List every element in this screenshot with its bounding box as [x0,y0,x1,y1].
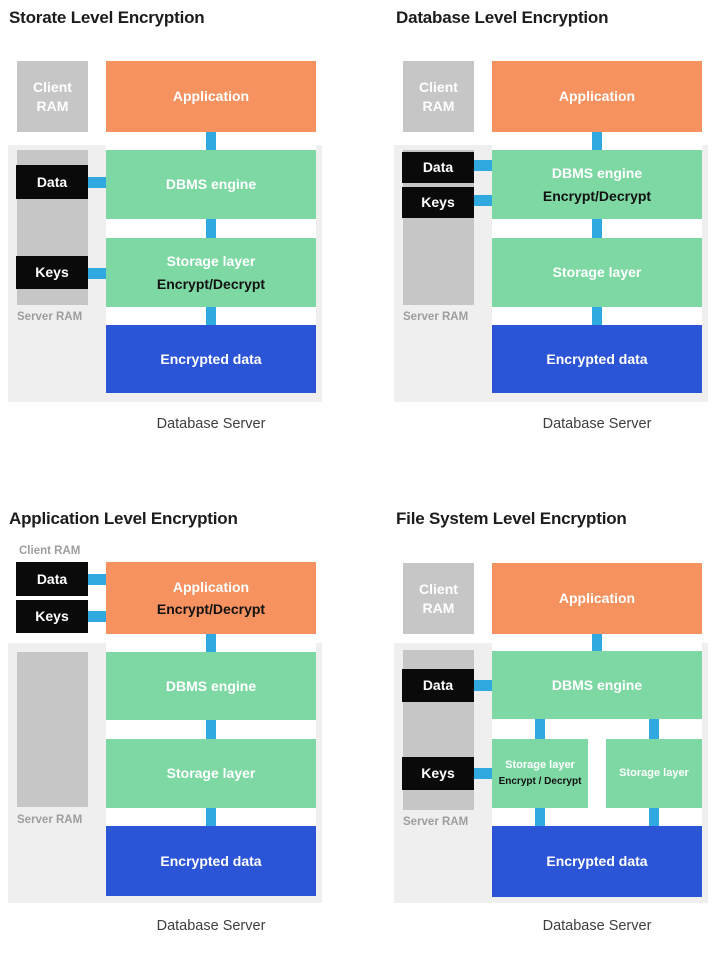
data-box [16,165,88,199]
diagram-storage-level [0,0,360,460]
client-ram-label: Client RAM [419,581,458,616]
data-label: Data [422,159,454,176]
keys-label: Keys [421,194,455,211]
dbms-engine-box [492,651,702,719]
storage-layer-box [106,739,316,808]
client-ram-label: Client RAM [19,545,81,557]
database-server-caption: Database Server [542,416,652,432]
application-label: Application [558,88,636,105]
storage-layer-box [492,238,702,307]
data-label: Data [36,173,68,190]
storage-layer-box [106,238,316,307]
encrypt-decrypt-label: Encrypt/Decrypt [156,275,266,292]
application-label: Application [558,590,636,607]
application-box [106,562,316,634]
database-server-caption: Database Server [542,918,652,934]
encrypted-data-box [106,325,316,393]
application-box [492,61,702,132]
connector-data-dbms [88,177,106,188]
encrypted-data-label: Encrypted data [160,350,262,367]
connector-storage1-encrypted [535,808,545,826]
application-label: Application [172,578,250,595]
connector-storage-encrypted [206,808,216,826]
diagram-title: Storate Level Encryption [9,8,205,27]
connector-storage-encrypted [206,307,216,325]
keys-box [402,187,474,218]
connector-dbms-storage [206,720,216,739]
storage-layer-encrypt-box [492,739,588,808]
diagram-title: Application Level Encryption [9,509,238,528]
data-box [402,152,474,183]
application-box [492,563,702,634]
encrypted-data-label: Encrypted data [546,853,648,870]
connector-keys-storage1 [474,768,492,779]
server-ram-label: Server RAM [17,814,83,826]
dbms-engine-box [106,150,316,219]
connector-app-dbms [206,132,216,150]
encrypt-decrypt-label: Encrypt/Decrypt [156,601,266,617]
connector-app-dbms [592,634,602,651]
diagram-title: Database Level Encryption [396,8,609,27]
connector-data-application [88,574,106,585]
connector-dbms-storage2 [649,719,659,739]
connector-dbms-storage [206,219,216,238]
connector-data-dbms [474,680,492,691]
client-ram-label: Client RAM [419,79,458,114]
client-ram-box [403,61,474,132]
connector-storage2-encrypted [649,808,659,826]
dbms-engine-label: DBMS engine [165,677,257,694]
keys-box [402,757,474,790]
diagram-title: File System Level Encryption [396,509,627,528]
dbms-engine-label: DBMS engine [165,176,257,193]
client-ram-box [403,563,474,634]
application-box [106,61,316,132]
diagram-application-level [0,501,360,971]
encrypted-data-label: Encrypted data [160,852,262,869]
diagram-database-level [386,0,720,460]
data-box [402,669,474,702]
encrypted-data-box [106,826,316,896]
connector-app-dbms [206,634,216,652]
database-server-caption: Database Server [156,416,266,432]
server-ram-label: Server RAM [17,311,83,323]
storage-layer-label: Storage layer [552,264,642,281]
data-box [16,562,88,596]
connector-keys-application [88,611,106,622]
server-ram-label: Server RAM [403,816,469,828]
application-label: Application [172,88,250,105]
database-server-caption: Database Server [156,918,266,934]
keys-box [16,256,88,289]
keys-box [16,600,88,633]
dbms-engine-label: DBMS engine [551,676,643,693]
storage-layer-label: Storage layer [505,759,575,772]
diagram-file-system-level [386,501,720,971]
connector-app-dbms [592,132,602,150]
keys-label: Keys [35,264,69,281]
connector-dbms-storage [592,219,602,238]
storage-layer-label: Storage layer [166,253,256,270]
server-ram-label: Server RAM [403,311,469,323]
keys-label: Keys [421,765,455,782]
data-label: Data [36,570,68,587]
connector-dbms-storage1 [535,719,545,739]
encrypt-decrypt-label: Encrypt / Decrypt [498,775,582,787]
connector-storage-encrypted [592,307,602,325]
data-label: Data [422,677,454,694]
storage-layer-box [606,739,702,808]
encrypt-decrypt-label: Encrypt/Decrypt [542,187,652,204]
encrypted-data-box [492,826,702,897]
dbms-engine-box [106,652,316,720]
client-ram-label: Client RAM [33,79,72,114]
storage-layer-label: Storage layer [166,765,256,782]
encrypted-data-box [492,325,702,393]
storage-layer-label: Storage layer [619,766,689,779]
encrypted-data-label: Encrypted data [546,350,648,367]
connector-keys-dbms [474,195,492,206]
dbms-engine-label: DBMS engine [551,165,643,182]
dbms-engine-box [492,150,702,219]
server-ram-strip [17,652,88,807]
connector-data-dbms [474,160,492,171]
keys-label: Keys [35,608,69,625]
client-ram-box [17,61,88,132]
connector-keys-storage [88,268,106,279]
